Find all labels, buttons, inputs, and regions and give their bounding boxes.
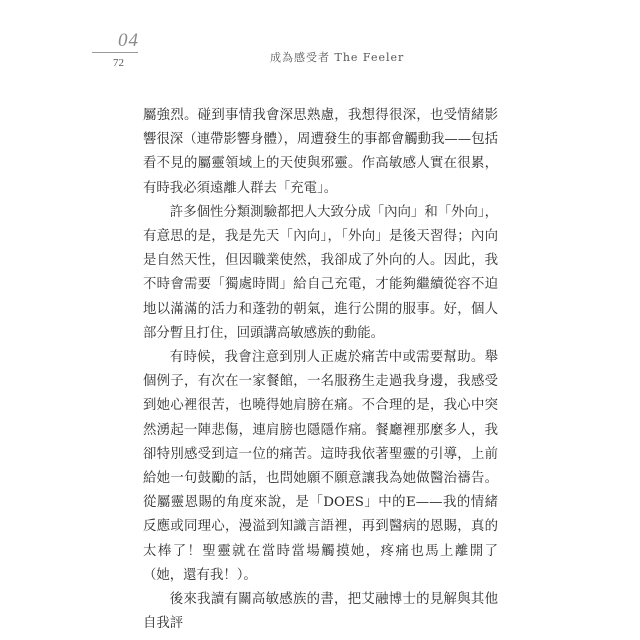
- running-title: 成為感受者 The Feeler: [270, 51, 405, 64]
- chapter-number: 04: [118, 30, 139, 51]
- paragraph: 後來我讀有關高敏感族的書，把艾融博士的見解與其他自我評: [143, 592, 498, 632]
- paragraph: 有時候，我會注意到別人正處於痛苦中或需要幫助。舉個例子，有次在一家餐館，一名服務生走過我身邊，我感受到她心裡很苦，也曉得她肩膀在痛。不合理的是，我心中突然湧起一陣悲傷，連肩膀也隱隱作痛。餐廳裡那麼多人，我卻特別感受到這一位的痛苦。這時我依著聖靈的引導，上前給她一句鼓勵的話，也問她願不願意讓我為她做醫治禱告。從屬靈恩賜的角度來說，是「DOES」中的E——我的情緒反應或同理心，漫溢到知識言語裡，再到醫病的恩賜，真的太棒了！聖靈就在當時當場觸摸她，疼痛也馬上離開了（她，還有我！）。: [143, 350, 498, 583]
- paragraph: 許多個性分類測驗都把人大致分成「內向」和「外向」，有意思的是，我是先天「內向」，「外向」是後天習得；內向是自然天性，但因職業使然，我卻成了外向的人。因此，我不時會需要「獨處時間」給自己充電，才能夠繼續從容不迫地以滿滿的活力和蓬勃的朝氣，進行公開的服事。好，個人部分暫且打住，回頭講高敏感族的動能。: [143, 204, 498, 341]
- page-number: 72: [113, 57, 124, 69]
- paragraph: 屬強烈。碰到事情我會深思熟慮，我想得很深，也受情緒影響很深（連帶影響身體），周遭發生的事都會觸動我——包括看不見的屬靈領域上的天使與邪靈。作高敏感人實在很累，有時我必須遠離人群去「充電」。: [143, 108, 498, 196]
- header-rule: [92, 52, 138, 53]
- body-text: [143, 104, 498, 636]
